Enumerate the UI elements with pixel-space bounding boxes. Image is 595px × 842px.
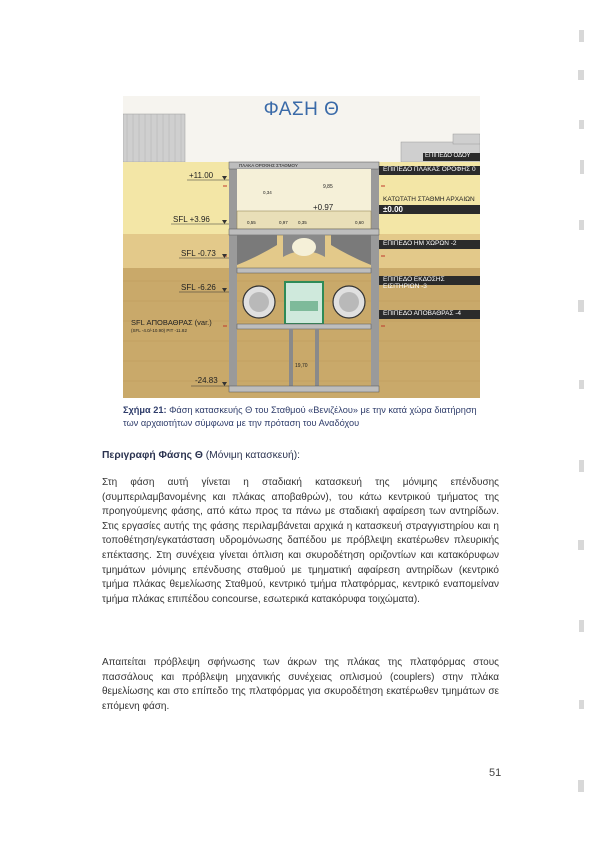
scan-edge-artifact	[575, 0, 589, 842]
platform-level-label: ΕΠΙΠΕΔΟ ΑΠΟΒΑΘΡΑΣ -4	[383, 310, 462, 317]
elevation-platform-label: SFL ΑΠΟΒΑΘΡΑΣ (var.)	[131, 318, 212, 327]
figure-title: ΦΑΣΗ Θ	[263, 99, 340, 120]
dimension-060: 0,60	[355, 220, 364, 225]
elevation-zero-label: ±0.00	[383, 205, 403, 214]
elevation-097-label: +0.97	[313, 203, 334, 212]
construction-phase-figure	[123, 96, 480, 398]
paragraph-1: Στη φάση αυτή γίνεται η σταδιακή κατασκευή της μόνιμης επένδυσης (συμπεριλαμβανομένης και πλάκας αποβαθρών), του κάτω κεντρικού τμήματος της προηγούμενης φάσης, από κάτω προς τα πάνω με σταδιακή αφαίρεση των αντηρίδων. Στις εργασίες αυτής της φάσης περιλαμβάνεται αρχικά η κατασκευή στραγγιστηρίου και η τοποθέτηση/εγκατάσταση υδρομόνωσης δαπέδου με πρόβλεψη εκατέρωθεν πλευρικής επέκτασης. Στη συνέχεια γίνεται όπλιση και σκυροδέτηση οριζοντίων και κατακόρυφων τμημάτων μόνιμης επένδυσης σταθμού με τμηματική αφαίρεση αντηρίδων (κεντρικό τμήμα πλάκας θεμελίωσης Σταθμού, κεντρικό τμήμα πλατφόρμας, κεντρικό εναπομείναν τμήμα πλάκας επιπέδου concourse, εσωτερικά κατακόρυφα τοιχώματα).	[102, 477, 499, 605]
dimension-035: 0,35	[298, 220, 307, 225]
dimension-097: 0,97	[279, 220, 288, 225]
dimension-055: 0,55	[247, 220, 256, 225]
paragraph-2: Απαιτείται πρόβλεψη σφήνωσης των άκρων της πλάκας της πλατφόρμας στους πασσάλους και πρόβλεψη μηχανικής συνέχειας οπλισμού (couplers) στην πλάκα θεμελίωσης και στο επίπεδο της πλατφόρμας για σκυροδέτηση εκατέρωθεν τμημάτων σε επόμενη φάση.	[102, 657, 499, 712]
elevation-sfl1-label: SFL +3.96	[173, 215, 210, 224]
section-heading-rest: (Μόνιμη κατασκευή):	[202, 450, 300, 461]
dimension-985: 9,85	[323, 184, 333, 190]
caption-text: Φάση κατασκευής Θ του Σταθμού «Βενιζέλου» με την κατά χώρα διατήρηση των αρχαιοτήτων σύμφωνα με την πρόταση του Αναδόχου	[123, 405, 477, 428]
dimension-034: 0,34	[263, 190, 272, 195]
figure-caption	[123, 404, 483, 430]
dimension-1970: 19,70	[295, 363, 308, 369]
elevation-roof-label: +11.00	[189, 171, 214, 180]
archaeological-level-label: ΚΑΤΩΤΑΤΗ ΣΤΑΘΜΗ ΑΡΧΑΙΩΝ	[383, 196, 475, 203]
page-number: 51	[489, 767, 502, 779]
elevation-sfl2-label: SFL -0.73	[181, 249, 216, 258]
section-heading	[102, 450, 300, 461]
ticketing-level-label: ΕΠΙΠΕΔΟ ΕΚΔΟΣΗΣ ΕΙΣΙΤΗΡΙΩΝ -3	[383, 276, 445, 290]
caption-label: Σχήμα 21:	[123, 405, 167, 415]
roof-slab-tag: ΠΛΑΚΑ ΟΡΟΦΗΣ ΣΤΑΘΜΟΥ	[239, 163, 298, 168]
elevation-platform-note: (SFL -4.0/-10.90) PIT -11.82	[131, 328, 187, 333]
elevation-bottom-label: -24.83	[195, 376, 218, 385]
street-level-label: ΕΠΙΠΕΔΟ ΟΔΟΥ	[425, 153, 471, 159]
station-cross-section-diagram	[123, 96, 480, 398]
mezzanine-level-label: ΕΠΙΠΕΔΟ ΗΜ ΧΩΡΩΝ -2	[383, 240, 457, 247]
elevation-sfl3-label: SFL -6.26	[181, 283, 216, 292]
section-heading-bold: Περιγραφή Φάσης Θ	[102, 450, 203, 461]
roof-slab-level-label: ΕΠΙΠΕΔΟ ΠΛΑΚΑΣ ΟΡΟΦΗΣ 0	[383, 166, 476, 173]
